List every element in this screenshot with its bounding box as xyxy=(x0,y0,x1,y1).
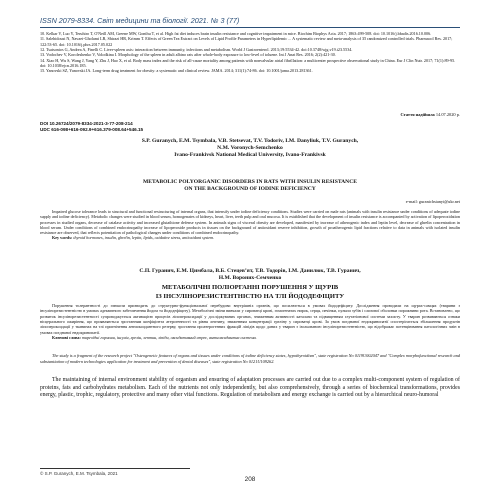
abstract-text: Порушення толерантності до глюкози призводить до структурно-функціональної перебудови внутрішніх органів, що посилюється в умовах йододефіциту. Дослідження проводили на щурах-самцях (тварини з інсулінорезистентністю в умовах адекватного забезпечення йодом та йододефіциту). Метаболічні зміни вивчали у сироватці крові, гомогенатах нирок, серця, печінки, пульпи зубів і слизової оболонки порожнини рота. Встановлено, що розвиток інсулінорезистентності супроводжується активацією процесів ліпопероксидації у досліджуваних органах, зниженням активності каталази та підвищенням глутатіонової системи захисту. У тварин розвиваються ознаки вісцерального ожиріння, що проявляються зростанням коефіцієнта атерогенності та рівня лептину, зниженням концентрації греліну у сироватці крові. За умов поєднаної ендокринопатії спостерігається збільшення продуктів ліпопероксидації у тканинах на тлі пригнічення антиоксидантного резерву, зростання проатерогенних фракцій ліпідів щодо даних у тварин з ізольованою інсулінорезистентністю, що відображає потенціювання патологічних змін в умовах поєднаної ендокринопатії. xyxy=(40,303,460,335)
footnote-divider xyxy=(40,468,190,469)
keywords-label: Ключові слова: xyxy=(52,335,81,341)
affiliation-line: Ivano-Frankivsk National Medical University, Ivano-Frankivsk xyxy=(174,152,326,159)
title-line: ON THE BACKGROUND OF IODINE DEFICIENCY xyxy=(184,186,316,193)
body-text xyxy=(40,377,460,400)
doi-line: DOI 10.26724/2079-8334-2021-3-77-208-214 xyxy=(40,121,133,126)
study-note: The study is a fragment of the research project "Osteogenetic features of organs and tissues under conditions of iodine deficiency states, hypothyroidism", state registration No 0119U002047 and "Complex morphofunctional research and substantiation of modern technologies application for treatment and prevention of dental diseases", state registration No 0121U109262. xyxy=(40,353,460,364)
reference-item: 14. Xiao H, Wu S, Wang J, Yang Y, Zhu J, Hao X, et al. Body mass index and the risk of all-cause mortality among patients with nonvalvular atrial fibrillation: a multicenter prospective observational study in China. Eur J Clin Nutr. 2017; 71(1):89-95. doi: 10.1038/ejcn.2016.185. xyxy=(40,57,456,69)
journal-header: ISSN 2079-8334. Світ медицини та біології. 2021. № 3 (77) xyxy=(40,16,240,25)
author-names-line: N.M. Voronych-Semchenko xyxy=(217,145,283,152)
authors-ukrainian xyxy=(40,268,460,282)
title-line: ІЗ ІНСУЛІНОРЕЗИСТЕНТНІСТЮ НА ТЛІ ЙОДОДЕФІЦИТУ xyxy=(155,292,345,300)
author-names-line: S.P. Guranych, E.M. Tsymbala, V.B. Stetsevat, T.V. Todoriv, I.M. Danyliuk, T.V. Guranych, xyxy=(141,138,359,144)
title-line: METABOLIC POLYORGANIC DISORDERS IN RATS WITH INSULIN RESISTANCE xyxy=(142,179,357,185)
keywords-ukrainian xyxy=(40,335,460,340)
article-title-english xyxy=(40,179,460,194)
keywords-text: тиреоїдні гормони, інсулін, грелін, лептин, ліпіди, оксидативний стрес, антиоксидантна система. xyxy=(81,335,257,341)
keywords-label: Key words: xyxy=(52,235,73,241)
body-paragraph: The maintaining of internal environment stability of organism and ensuring of adaptation processes are carried out due to a complex multi-component system of regulation of proteins, fats and carbohydrates metabolism. Each of the nutrients not only independently, but also comprehensively, through a series of biochemical transformations, provides energy, plastic, trophic, regulatory, protective and many other vital functions. Regulation of metabolism and energy exchange is carried out by a hierarchical neuro-humoral xyxy=(40,377,460,399)
abstract-ukrainian xyxy=(40,303,460,340)
abstract-text: Impaired glucose tolerance leads to structural and functional restructuring of internal organs, that intensify under iodine deficiency conditions. Studies were carried on male rats (animals with insulin resistance under conditions of adequate iodine supply and iodine deficiency). Metabolic changes were studied in blood serum, homogenates of kidneys, heart, liver, teeth pulp and oral mucosa. It is established that the development of insulin resistance is accompanied by activation of lipoperoxidation processes in studied organs, decrease of catalase activity and increased glutathione defense system. In animals signs of visceral obesity are developed, manifested by increase of atherogenic index and leptin level, decrease of ghrelin concentration in blood serum. Under conditions of combined endocrinopathy increase of lipoperoxide products in tissues on the background of antioxidant reserve inhibition, growth of proatherogenic lipid fractions relative to data in animals with isolated insulin resistance are observed, that reflects potentiation of pathological changes under conditions of combined endocrinopathy. xyxy=(40,209,460,236)
page-number: 208 xyxy=(244,476,256,483)
copyright-line: © S.P. Guranych, E.M. Tsymbala, 2021 xyxy=(40,471,118,476)
authors-english xyxy=(40,138,460,160)
header-divider xyxy=(40,27,460,28)
author-names-line: Н.М. Вороних-Семченко xyxy=(218,275,282,282)
abstract-english xyxy=(40,209,460,241)
contact-email: e-mail: guranichstanyi@ukr.net xyxy=(405,199,460,204)
title-line: МЕТАБОЛІЧНІ ПОЛІОРГАННІ ПОРУШЕННЯ У ЩУРІВ xyxy=(161,284,339,291)
received-label: Стаття надійшла xyxy=(400,112,435,117)
reference-list xyxy=(40,31,460,74)
reference-item: 15. Yanovski SZ, Yanovski JA. Long-term drug treatment for obesity: a systematic and clinical review. JAMA. 2014; 311(1):74-86. doi: 10.1001/jama.2013.281361. xyxy=(40,68,313,74)
keywords-text: thyroid hormones, insulin, ghrelin, leptin, lipids, oxidative stress, antioxidant system. xyxy=(73,235,215,241)
reference-item: 13. Vodochev V, Koroleshenko V, Volodkina I. Morphology of the spleen in adult albino rats after whole-body exposure to low-level of toluene. Int J Anat Res. 2016; 2(2):421-30. xyxy=(40,52,336,58)
received-date-line xyxy=(40,112,460,118)
keywords-english xyxy=(40,235,460,240)
article-title-ukrainian xyxy=(40,284,460,301)
reference-item: 11. Salehidoust N, Navaei-Gholami LR, Shirazi HR, Krimm T. Effects of Green Tea Extract on Levels of Lipid Profile Parameters in Hyperlipidemic ... A systematic review and meta-analysis of 35 randomized controlled trials. Pharmacol Res. 2017; 122:53-65. doi: 10.1016/j.phrs.2017.05.022 xyxy=(40,36,453,47)
article-identifiers xyxy=(40,121,143,134)
udc-line: UDC 616-098+616-092.9+616.379-008.64+546.15 xyxy=(40,127,144,133)
reference-item: 12. Tsatsonios G, Andrea A, Finelli C. Liver-spleen axis: interaction between immunity, infections and metabolism. World J Gastroenterol. 2013;19:5534-42. doi:10.3748/wjg.v19.i23.5534. xyxy=(40,47,353,53)
received-date: 14.07.2020 р. xyxy=(435,112,460,117)
reference-item: 10. Kelkar V, Luo Y, Teruhiro T, O'Neill AM, Greene MW, Gonthu T, et al. High fat diet induces brain insulin resistance and cognitive impairment in mice. Biochim Biophys Acta. 2017; 1863:499-508. doi: 10.1016/j.bbadis.2016.10.006. xyxy=(40,31,432,36)
author-names-line: С.П. Гуранич, Е.М. Цимбала, В.Б. Стецевʼят, Т.В. Тодорів, І.М. Данилюк, Т.В. Гуранич, xyxy=(139,268,361,274)
